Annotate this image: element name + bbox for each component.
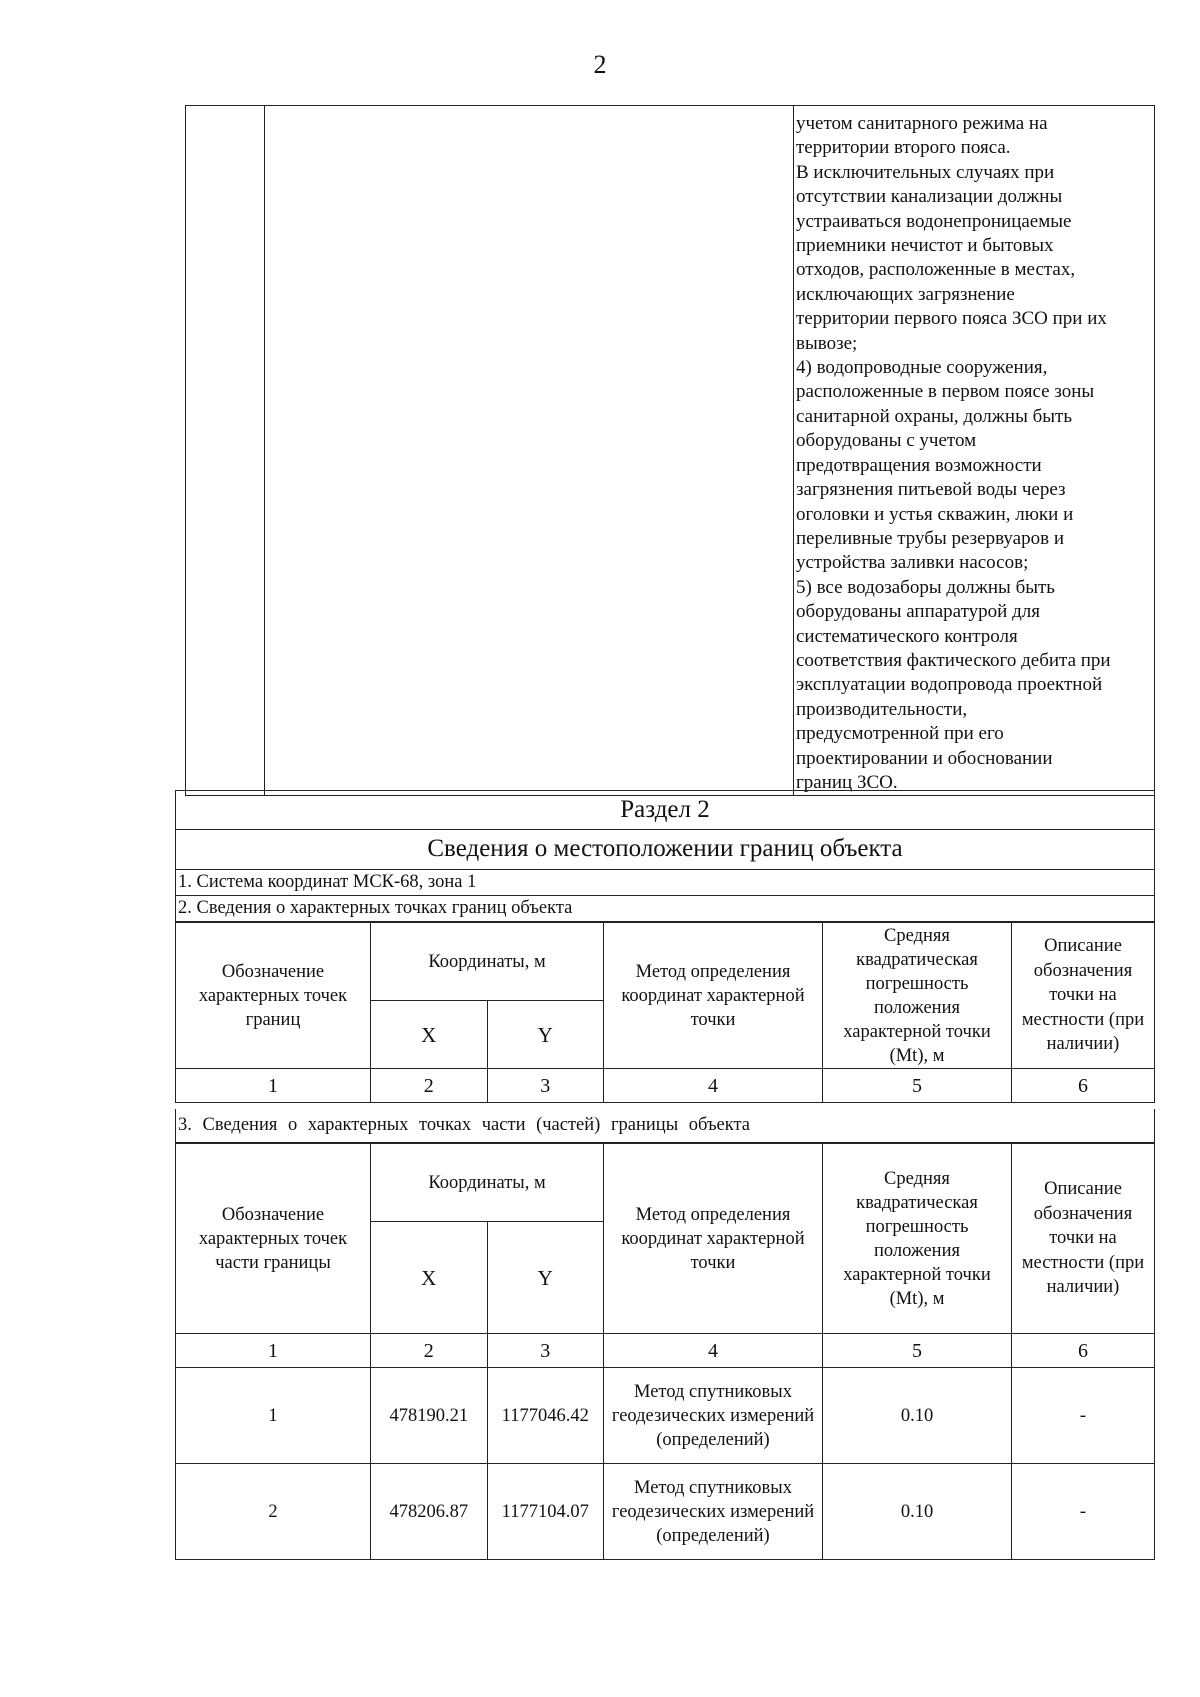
text-line: учетом санитарного режима на bbox=[796, 113, 1048, 134]
boundary-points-heading: 2. Сведения о характерных точках границ объекта bbox=[175, 896, 1155, 922]
method-cell: Метод спутниковых геодезических измерений (определений) bbox=[604, 1368, 823, 1464]
y-coordinate: 1177046.42 bbox=[487, 1368, 604, 1464]
column-number: 5 bbox=[823, 1069, 1012, 1103]
text-line: отходов, расположенные в местах, bbox=[796, 259, 1076, 281]
text-line: предусмотренной при его bbox=[796, 723, 1004, 745]
header-method: Метод определения координат характерной точки bbox=[604, 923, 823, 1069]
coordinate-system-line: 1. Система координат МСК-68, зона 1 bbox=[175, 870, 1155, 896]
text-line: 5) все водозаборы должны быть bbox=[796, 576, 1055, 598]
text-line: расположенные в первом поясе зоны bbox=[796, 381, 1095, 403]
part-boundary-points-table bbox=[175, 1143, 1155, 1560]
description-cell: - bbox=[1012, 1464, 1155, 1560]
text-line: оборудованы с учетом bbox=[796, 430, 977, 452]
text-line: систематического контроля bbox=[796, 625, 1018, 647]
text-line: территории второго пояса. bbox=[796, 137, 1011, 159]
x-coordinate: 478190.21 bbox=[371, 1368, 488, 1464]
point-number: 1 bbox=[176, 1368, 371, 1464]
text-line: исключающих загрязнение bbox=[796, 283, 1015, 305]
header-y: Y bbox=[487, 1222, 604, 1334]
continuation-cell-number bbox=[186, 106, 265, 796]
header-description: Описание обозначения точки на местности (при наличии) bbox=[1012, 1144, 1155, 1334]
header-coordinates: Координаты, м bbox=[371, 1144, 604, 1222]
x-coordinate: 478206.87 bbox=[371, 1464, 488, 1560]
method-cell: Метод спутниковых геодезических измерений (определений) bbox=[604, 1464, 823, 1560]
header-method: Метод определения координат характерной точки bbox=[604, 1144, 823, 1334]
text-line: предотвращения возможности bbox=[796, 454, 1042, 476]
text-line: переливные трубы резервуаров и bbox=[796, 527, 1064, 549]
text-line: 4) водопроводные сооружения, bbox=[796, 357, 1048, 379]
header-coordinates: Координаты, м bbox=[371, 923, 604, 1001]
continuation-table bbox=[185, 105, 1155, 796]
header-y: Y bbox=[487, 1001, 604, 1069]
text-line: оголовки и устья скважин, люки и bbox=[796, 503, 1074, 525]
text-line: вывозе; bbox=[796, 332, 858, 354]
continuation-cell-requirements bbox=[794, 106, 1155, 796]
text-line: отсутствии канализации должны bbox=[796, 186, 1063, 208]
table-row bbox=[176, 1368, 1155, 1464]
header-description: Описание обозначения точки на местности (при наличии) bbox=[1012, 923, 1155, 1069]
continuation-cell-name bbox=[265, 106, 794, 796]
text-line: загрязнения питьевой воды через bbox=[796, 479, 1066, 501]
section-title: Раздел 2 bbox=[175, 790, 1155, 830]
header-point-designation: Обозначение характерных точек части границы bbox=[176, 1144, 371, 1334]
text-line: соответствия фактического дебита при bbox=[796, 649, 1111, 671]
header-point-designation: Обозначение характерных точек границ bbox=[176, 923, 371, 1069]
text-line: устройства заливки насосов; bbox=[796, 552, 1029, 574]
header-error: Средняя квадратическая погрешность положения характерной точки (Mt), м bbox=[823, 923, 1012, 1069]
column-number: 2 bbox=[371, 1069, 488, 1103]
part-boundary-heading: 3. Сведения о характерных точках части (частей) границы объекта bbox=[175, 1109, 1155, 1143]
section-subtitle: Сведения о местоположении границ объекта bbox=[175, 830, 1155, 870]
mt-value: 0.10 bbox=[823, 1368, 1012, 1464]
y-coordinate: 1177104.07 bbox=[487, 1464, 604, 1560]
column-number: 5 bbox=[823, 1334, 1012, 1368]
column-number: 1 bbox=[176, 1334, 371, 1368]
mt-value: 0.10 bbox=[823, 1464, 1012, 1560]
header-x: X bbox=[371, 1001, 488, 1069]
column-number: 6 bbox=[1012, 1069, 1155, 1103]
text-line: устраиваться водонепроницаемые bbox=[796, 210, 1072, 232]
text-line: приемники нечистот и бытовых bbox=[796, 235, 1054, 257]
column-number: 6 bbox=[1012, 1334, 1155, 1368]
header-error: Средняя квадратическая погрешность положения характерной точки (Mt), м bbox=[823, 1144, 1012, 1334]
text-line: территории первого пояса ЗСО при их bbox=[796, 308, 1107, 330]
description-cell: - bbox=[1012, 1368, 1155, 1464]
text-line: санитарной охраны, должны быть bbox=[796, 405, 1072, 427]
table-row bbox=[176, 1464, 1155, 1560]
text-line: границ ЗСО. bbox=[796, 771, 898, 793]
column-number: 1 bbox=[176, 1069, 371, 1103]
header-x: X bbox=[371, 1222, 488, 1334]
column-number: 3 bbox=[487, 1334, 604, 1368]
page-number: 2 bbox=[593, 50, 607, 79]
point-number: 2 bbox=[176, 1464, 371, 1560]
column-number: 2 bbox=[371, 1334, 488, 1368]
text-line: оборудованы аппаратурой для bbox=[796, 601, 1040, 623]
column-number: 4 bbox=[604, 1334, 823, 1368]
column-number: 3 bbox=[487, 1069, 604, 1103]
text-line: проектировании и обосновании bbox=[796, 747, 1053, 769]
text-line: производительности, bbox=[796, 698, 968, 720]
boundary-points-table bbox=[175, 922, 1155, 1103]
text-line: эксплуатации водопровода проектной bbox=[796, 674, 1103, 696]
column-number: 4 bbox=[604, 1069, 823, 1103]
text-line: В исключительных случаях при bbox=[796, 161, 1055, 183]
